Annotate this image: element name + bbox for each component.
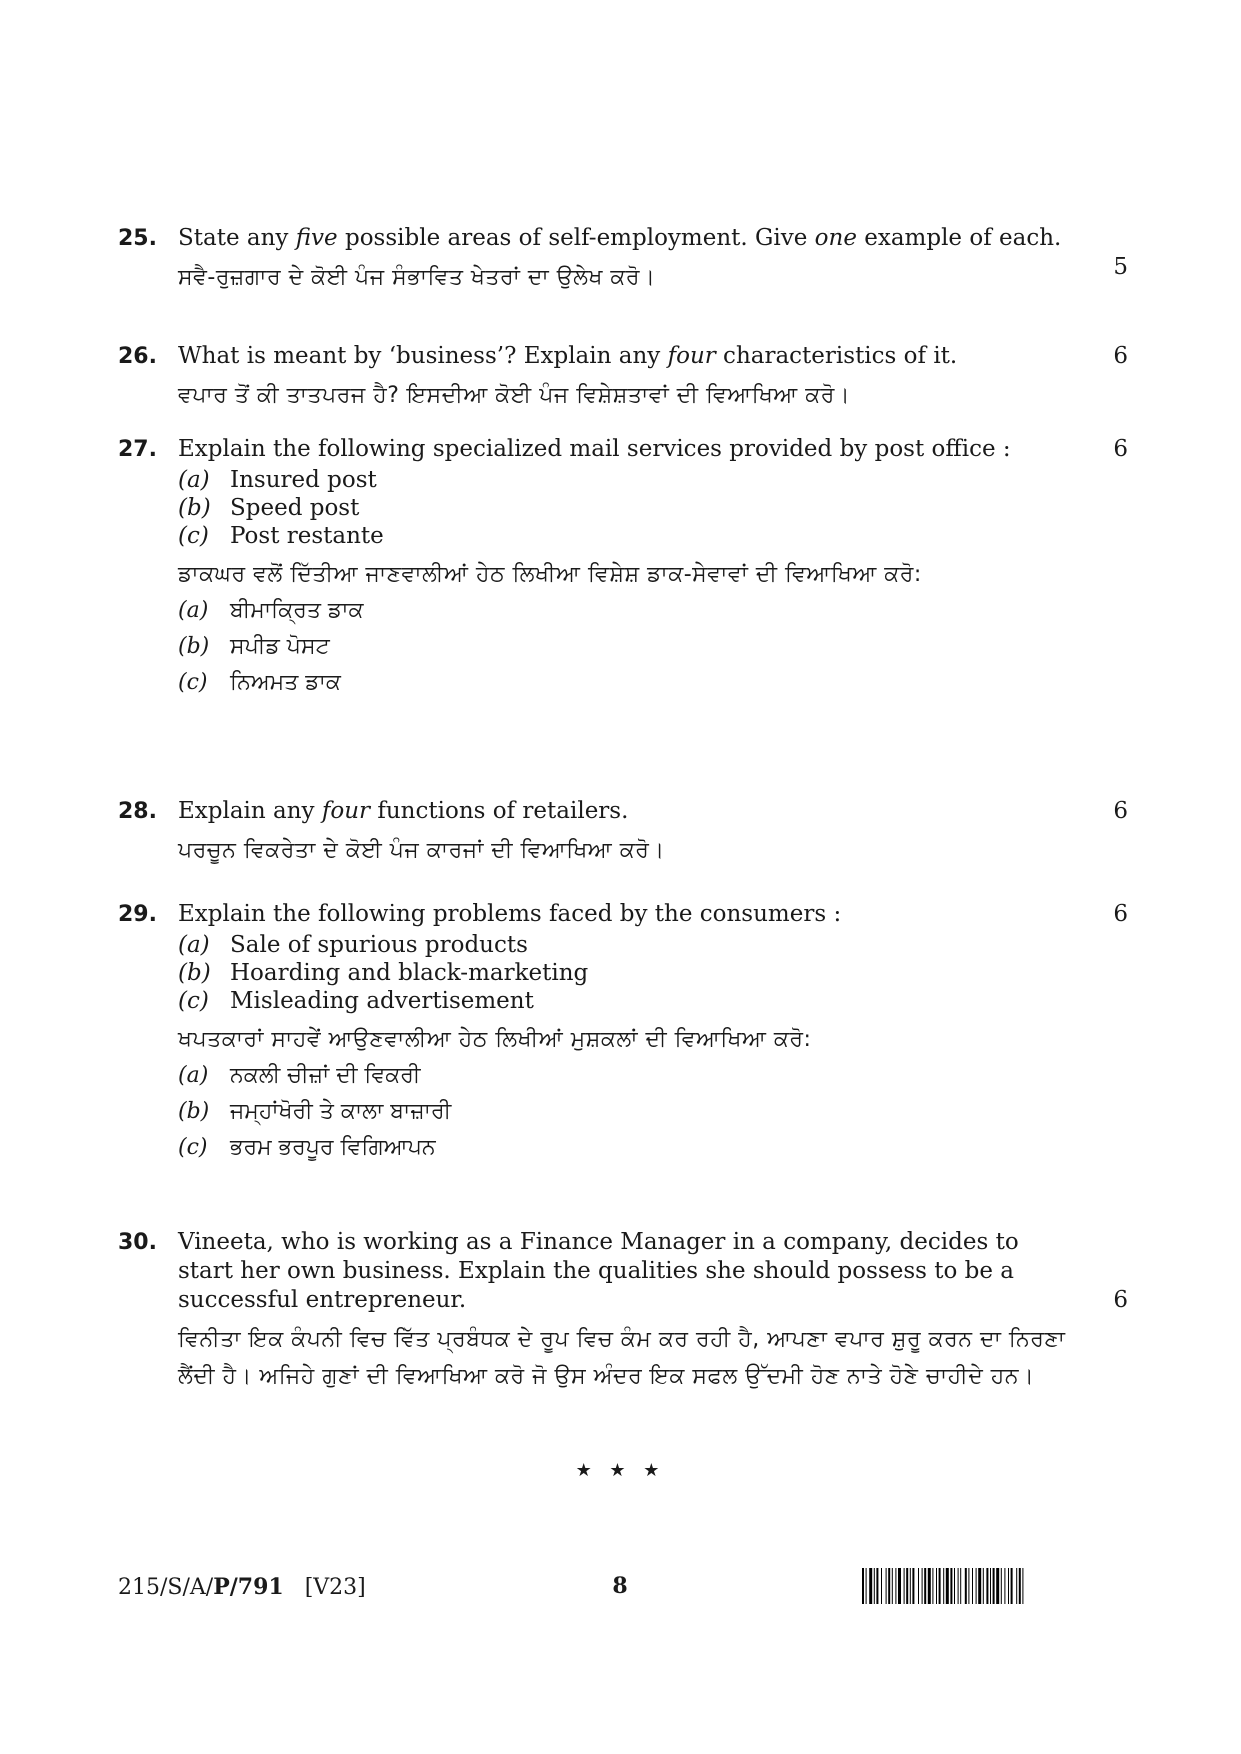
barcode-bar [886,1568,887,1604]
barcode-bar [922,1568,923,1604]
barcode-bar [986,1568,988,1604]
sub-item: (b) ਸਪੀਡ ਪੋਸਟ [178,634,330,659]
barcode-bar [932,1568,933,1604]
barcode-bar [862,1568,864,1604]
sub-item: (c) ਭਰਮ ਭਰਪੂਰ ਵਿਗਿਆਪਨ [178,1135,436,1160]
barcode-bar [950,1568,952,1604]
barcode-bar [960,1568,961,1604]
barcode-bar [1016,1568,1017,1604]
question-number: 29. [118,902,157,927]
sub-item: (c) ਨਿਅਮਤ ਡਾਕ [178,670,341,695]
end-of-paper-marker: ★ ★ ★ [575,1460,666,1481]
sub-item: (c) Misleading advertisement [178,988,534,1014]
question-27 [118,435,1128,703]
question-29 [118,900,1128,1168]
barcode-bar [996,1568,999,1604]
question-text-pa: ਖਪਤਕਾਰਾਂ ਸਾਹਵੇਂ ਆਉਣਵਾਲੀਆ ਹੇਠ ਲਿਖੀਆਂ ਮੁਸ਼ਕਲਾਂ ਦੀ ਵਿਆਖਿਆ ਕਰੋ: [178,1027,812,1052]
question-number: 28. [118,799,157,824]
marks: 6 [1113,798,1128,824]
barcode-bar [1022,1568,1023,1604]
barcode-bar [946,1568,949,1604]
barcode-bar [895,1568,896,1604]
barcode-bar [983,1568,984,1604]
sub-item: (c) Post restante [178,523,384,549]
barcode-bar [1001,1568,1002,1604]
question-text-pa: ਵਪਾਰ ਤੋਂ ਕੀ ਤਾਤਪਰਜ ਹੈ? ਇਸਦੀਆ ਕੋਈ ਪੰਜ ਵਿਸ਼ੇਸ਼ਤਾਵਾਂ ਦੀ ਵਿਆਖਿਆ ਕਰੋ। [178,383,851,408]
barcode-bar [1011,1568,1013,1604]
barcode-bar [869,1568,872,1604]
barcode-bar [866,1568,867,1604]
sub-item: (b) ਜਮ੍ਹਾਂਖੋਰੀ ਤੇ ਕਾਲਾ ਬਾਜ਼ਾਰੀ [178,1099,452,1124]
sub-item: (a) Sale of spurious products [178,932,528,958]
paper-code: 215/S/A/P/791 [V23] [118,1574,366,1600]
barcode-bar [876,1568,878,1604]
question-number: 25. [118,226,157,251]
barcode-bar [912,1568,914,1604]
sub-item: (b) Hoarding and black-marketing [178,960,589,986]
question-28 [118,797,1128,869]
marks: 6 [1113,901,1128,927]
barcode-bar [1004,1568,1005,1604]
question-number: 30. [118,1230,157,1255]
barcode-bar [954,1568,955,1604]
barcode-bar [1019,1568,1021,1604]
barcode-bar [978,1568,981,1604]
barcode-bar [898,1568,901,1604]
question-text-pa: ਪਰਚੂਨ ਵਿਕਰੇਤਾ ਦੇ ਕੋਈ ਪੰਜ ਕਾਰਜਾਂ ਦੀ ਵਿਆਖਿਆ ਕਰੋ। [178,838,665,863]
question-text-en: Explain any four functions of retailers. [178,798,629,824]
barcode-bar [888,1568,890,1604]
barcode-bar [993,1568,995,1604]
question-text-pa: ਵਿਨੀਤਾ ਇਕ ਕੰਪਨੀ ਵਿਚ ਵਿੱਤ ਪ੍ਰਬੰਧਕ ਦੇ ਰੂਪ ਵਿਚ ਕੰਮ ਕਰ ਰਹੀ ਹੈ, ਆਪਣਾ ਵਪਾਰ ਸ਼ੁਰੂ ਕਰਨ ਦਾ ਨਿਰਣਾ ਲੈਂਦੀ ਹੈ। ਅਜਿਹੇ ਗੁਣਾਂ ਦੀ ਵਿਆਖਿਆ ਕਰੋ ਜੋ ਉਸ ਅੰਦਰ ਇਕ ਸਫਲ ਉੱਦਮੀ ਹੋਣ ਨਾਤੇ ਹੋਣੇ ਚਾਹੀਦੇ ਹਨ। [178,1327,1066,1389]
marks: 6 [1113,1287,1128,1313]
barcode-bar [1008,1568,1009,1604]
question-text-en: Vineeta, who is working as a Finance Manager in a company, decides to start her own business. Explain the qualities she should possess to be a successful entrepreneur. [178,1229,1019,1313]
sub-item: (a) ਬੀਮਾਕ੍ਰਿਤ ਡਾਕ [178,598,364,623]
question-26 [118,342,1128,414]
sub-item: (b) Speed post [178,495,360,521]
barcode-bar [928,1568,931,1604]
barcode-bar [918,1568,919,1604]
barcode-bar [972,1568,973,1604]
barcode-bar [968,1568,969,1604]
barcode-bar [881,1568,882,1604]
barcode-bar [874,1568,875,1604]
question-text-pa: ਸਵੈ-ਰੁਜ਼ਗਾਰ ਦੇ ਕੋਈ ਪੰਜ ਸੰਭਾਵਿਤ ਖੇਤਰਾਂ ਦਾ ਉਲੇਖ ਕਰੋ। [178,265,656,290]
barcode-bar [976,1568,977,1604]
page-number: 8 [612,1573,628,1599]
question-30 [118,1228,1128,1395]
question-text-en: Explain the following specialized mail services provided by post office : [178,436,1011,462]
barcode-bar [939,1568,941,1604]
marks: 5 [1113,254,1128,280]
question-number: 27. [118,437,157,462]
barcode-bar [924,1568,926,1604]
question-text-en: Explain the following problems faced by the consumers : [178,901,842,927]
sub-item: (a) ਨਕਲੀ ਚੀਜ਼ਾਂ ਦੀ ਵਿਕਰੀ [178,1063,421,1088]
question-25 [118,224,1128,296]
barcode-bar [904,1568,905,1604]
question-text-en: State any five possible areas of self-employment. Give one example of each. [178,225,1062,251]
sub-item: (a) Insured post [178,467,377,493]
barcode-bar [910,1568,911,1604]
question-text-en: What is meant by ‘business’? Explain any four characteristics of it. [178,343,958,369]
barcode-bar [990,1568,991,1604]
barcode-bar [892,1568,893,1604]
question-number: 26. [118,344,157,369]
barcode-bar [958,1568,959,1604]
barcode-bar [943,1568,944,1604]
barcode-bar [906,1568,908,1604]
marks: 6 [1113,436,1128,462]
question-text-pa: ਡਾਕਘਰ ਵਲੋਂ ਦਿੱਤੀਆ ਜਾਣਵਾਲੀਆਂ ਹੇਠ ਲਿਖੀਆ ਵਿਸ਼ੇਸ਼ ਡਾਕ-ਸੇਵਾਵਾਂ ਦੀ ਵਿਆਖਿਆ ਕਰੋ: [178,562,922,587]
barcode-bar [965,1568,967,1604]
marks: 6 [1113,343,1128,369]
barcode-icon [862,1568,1130,1604]
barcode-bar [936,1568,937,1604]
